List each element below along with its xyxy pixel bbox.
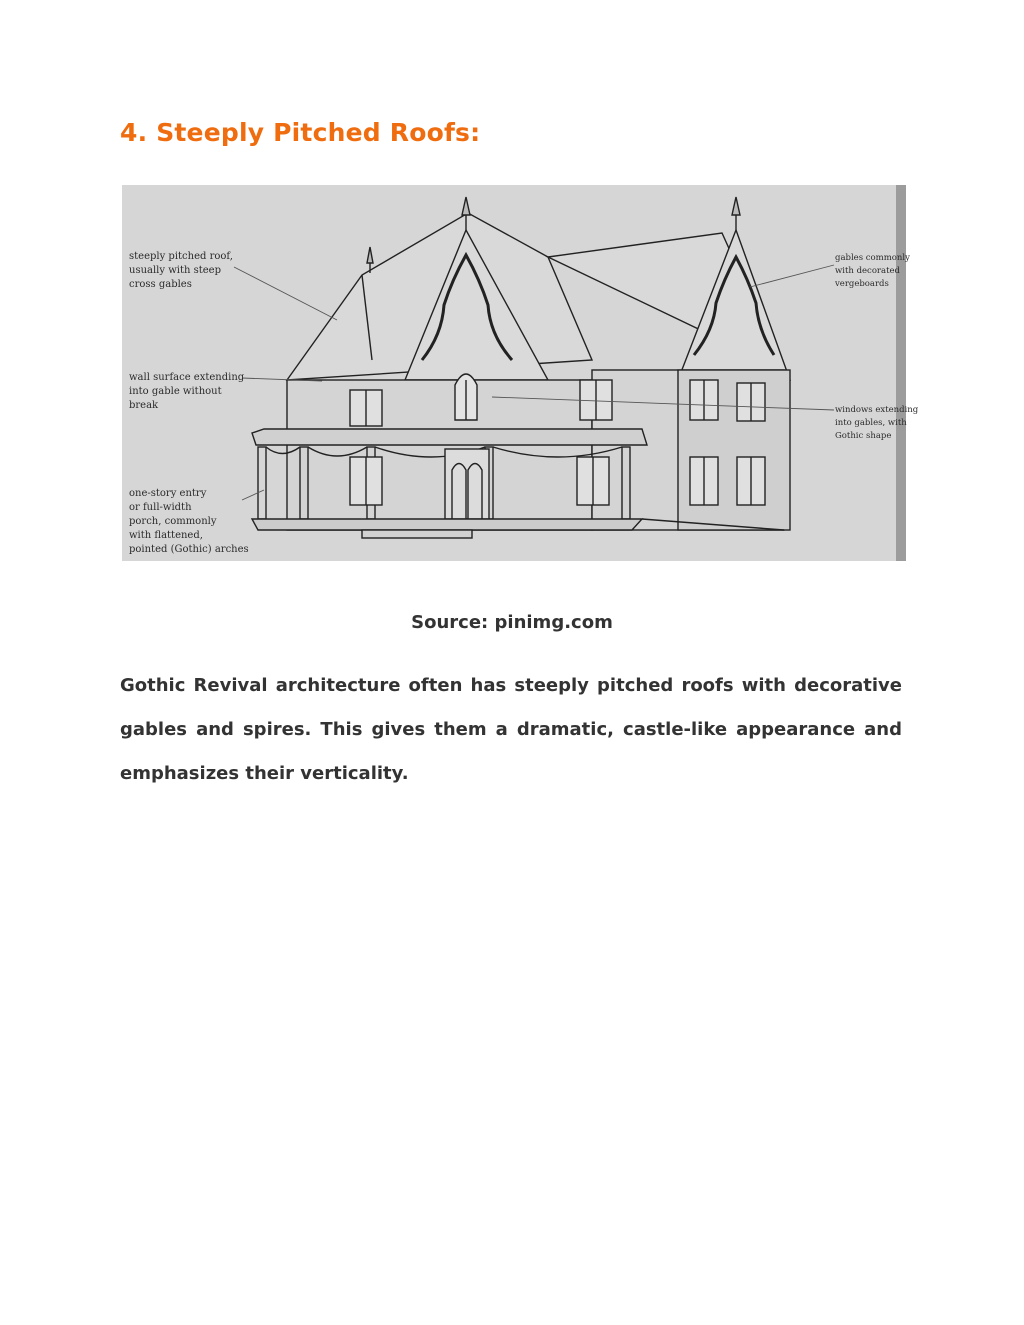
image-caption: Source: pinimg.com — [411, 612, 613, 633]
annotation-wall-line-3: break — [129, 400, 159, 411]
annotation-gables-line-2: with decorated — [835, 266, 900, 276]
annotation-windows-line-1: windows extending — [835, 405, 919, 415]
annotation-gables-line-3: vergeboards — [835, 279, 889, 289]
annotation-wall-line-2: into gable without — [129, 386, 222, 397]
section-heading: 4. Steeply Pitched Roofs: — [120, 118, 481, 147]
gothic-house-illustration — [122, 185, 919, 561]
annotation-gables-line-1: gables commonly — [835, 253, 910, 263]
annotation-roof-line-1: steeply pitched roof, — [129, 251, 233, 262]
annotation-porch-line-4: with flattened, — [129, 530, 203, 541]
annotation-windows-line-3: Gothic shape — [835, 431, 892, 441]
annotation-roof-line-3: cross gables — [129, 279, 192, 290]
annotation-windows-line-2: into gables, with — [835, 418, 907, 428]
annotation-porch-line-3: porch, commonly — [129, 516, 217, 527]
annotation-windows — [835, 405, 919, 441]
annotation-wall-line-1: wall surface extending — [129, 372, 245, 383]
annotation-porch-line-1: one-story entry — [129, 488, 207, 499]
annotation-porch-line-5: pointed (Gothic) arches — [129, 544, 249, 555]
body-paragraph: Gothic Revival architecture often has steeply pitched roofs with decorative gables and spires. This gives them a dramatic, castle-like appearance and emphasizes their verticality. — [120, 675, 902, 784]
annotation-roof-line-2: usually with steep — [129, 265, 221, 276]
annotation-porch-line-2: or full-width — [129, 502, 192, 513]
